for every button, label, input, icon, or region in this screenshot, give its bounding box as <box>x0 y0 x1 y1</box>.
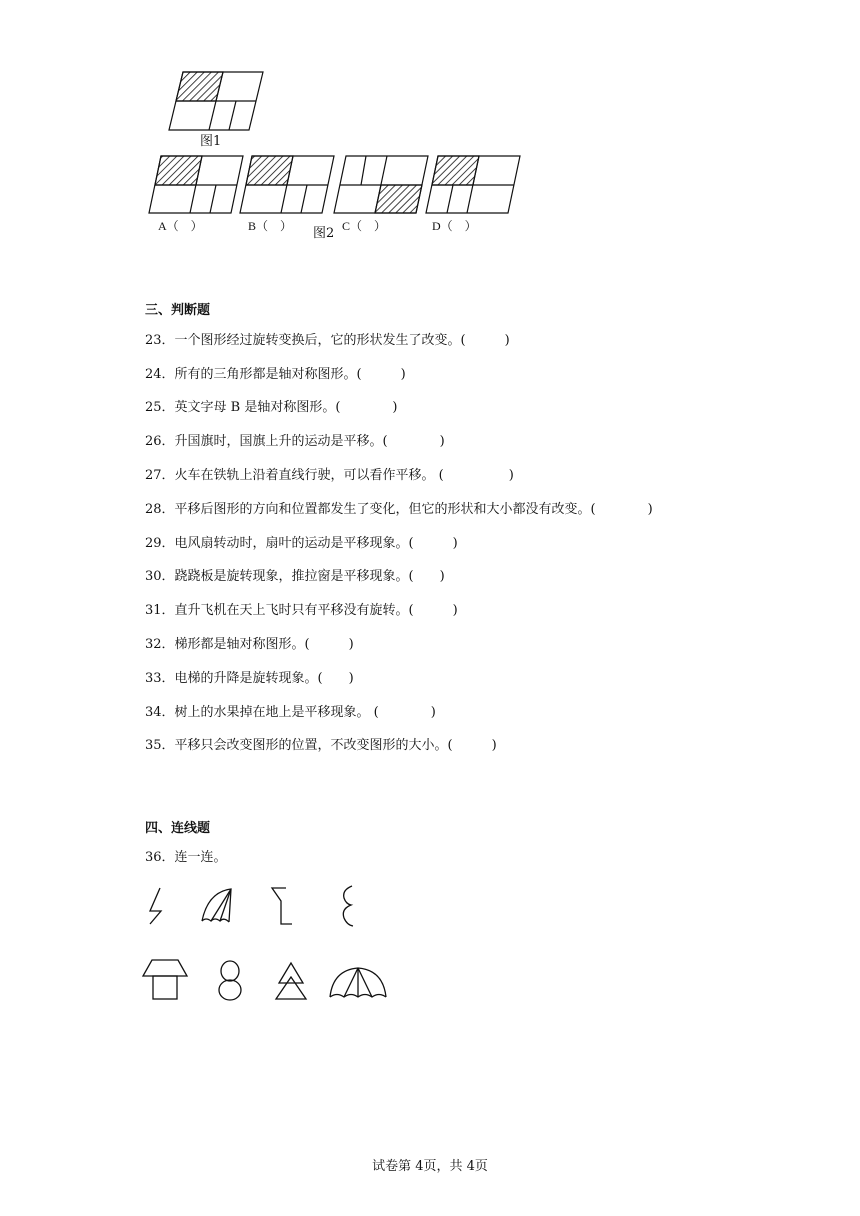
section-3-title: 三、判断题 <box>145 303 211 318</box>
question-27: 27．火车在铁轨上沿着直线行驶，可以看作平移。 ( ) <box>145 468 514 483</box>
question-35: 35．平移只会改变图形的位置，不改变图形的大小。( ) <box>145 738 497 753</box>
section-4-title: 四、连线题 <box>145 821 211 836</box>
question-29: 29．电风扇转动时，扇叶的运动是平移现象。( ) <box>145 536 458 551</box>
option-d-figure <box>426 156 520 213</box>
question-26: 26．升国旗时，国旗上升的运动是平移。( ) <box>145 434 445 449</box>
question-34: 34．树上的水果掉在地上是平移现象。 ( ) <box>145 705 436 720</box>
half-shape-umbrella <box>202 889 231 922</box>
question-33: 33．电梯的升降是旋转现象。( ) <box>145 671 354 686</box>
half-shape-zigzag <box>150 888 161 924</box>
question-28: 28．平移后图形的方向和位置都发生了变化，但它的形状和大小都没有改变。( ) <box>145 502 653 517</box>
full-shape-umbrella <box>330 968 386 997</box>
option-d-label: D（ ） <box>432 219 477 233</box>
full-shape-eight <box>219 961 241 1000</box>
option-b-label: B（ ） <box>248 219 293 233</box>
option-c-figure <box>334 156 428 213</box>
option-b-figure <box>240 156 334 213</box>
question-31: 31．直升飞机在天上飞时只有平移没有旋转。( ) <box>145 603 458 618</box>
half-shape-lamp <box>272 888 292 924</box>
full-shape-double-triangle <box>276 963 306 999</box>
question-24: 24．所有的三角形都是轴对称图形。( ) <box>145 367 406 382</box>
figure-2-label: 图2 <box>313 226 335 241</box>
option-c-label: C（ ） <box>342 219 387 233</box>
question-23: 23．一个图形经过旋转变换后，它的形状发生了改变。( ) <box>145 333 510 348</box>
figure-1-label: 图1 <box>200 134 222 149</box>
question-32: 32．梯形都是轴对称图形。( ) <box>145 637 354 652</box>
half-shape-eight <box>343 886 353 926</box>
option-a-figure <box>149 156 243 213</box>
page-footer: 试卷第 4页，共 4页 <box>372 1159 488 1174</box>
question-30: 30．跷跷板是旋转现象，推拉窗是平移现象。( ) <box>145 569 445 584</box>
question-36: 36．连一连。 <box>145 850 227 865</box>
full-shape-lamp <box>143 960 187 999</box>
figure-1-parallelogram <box>169 72 263 130</box>
option-a-label: A（ ） <box>158 219 203 233</box>
question-25: 25．英文字母 B 是轴对称图形。( ) <box>145 400 398 415</box>
